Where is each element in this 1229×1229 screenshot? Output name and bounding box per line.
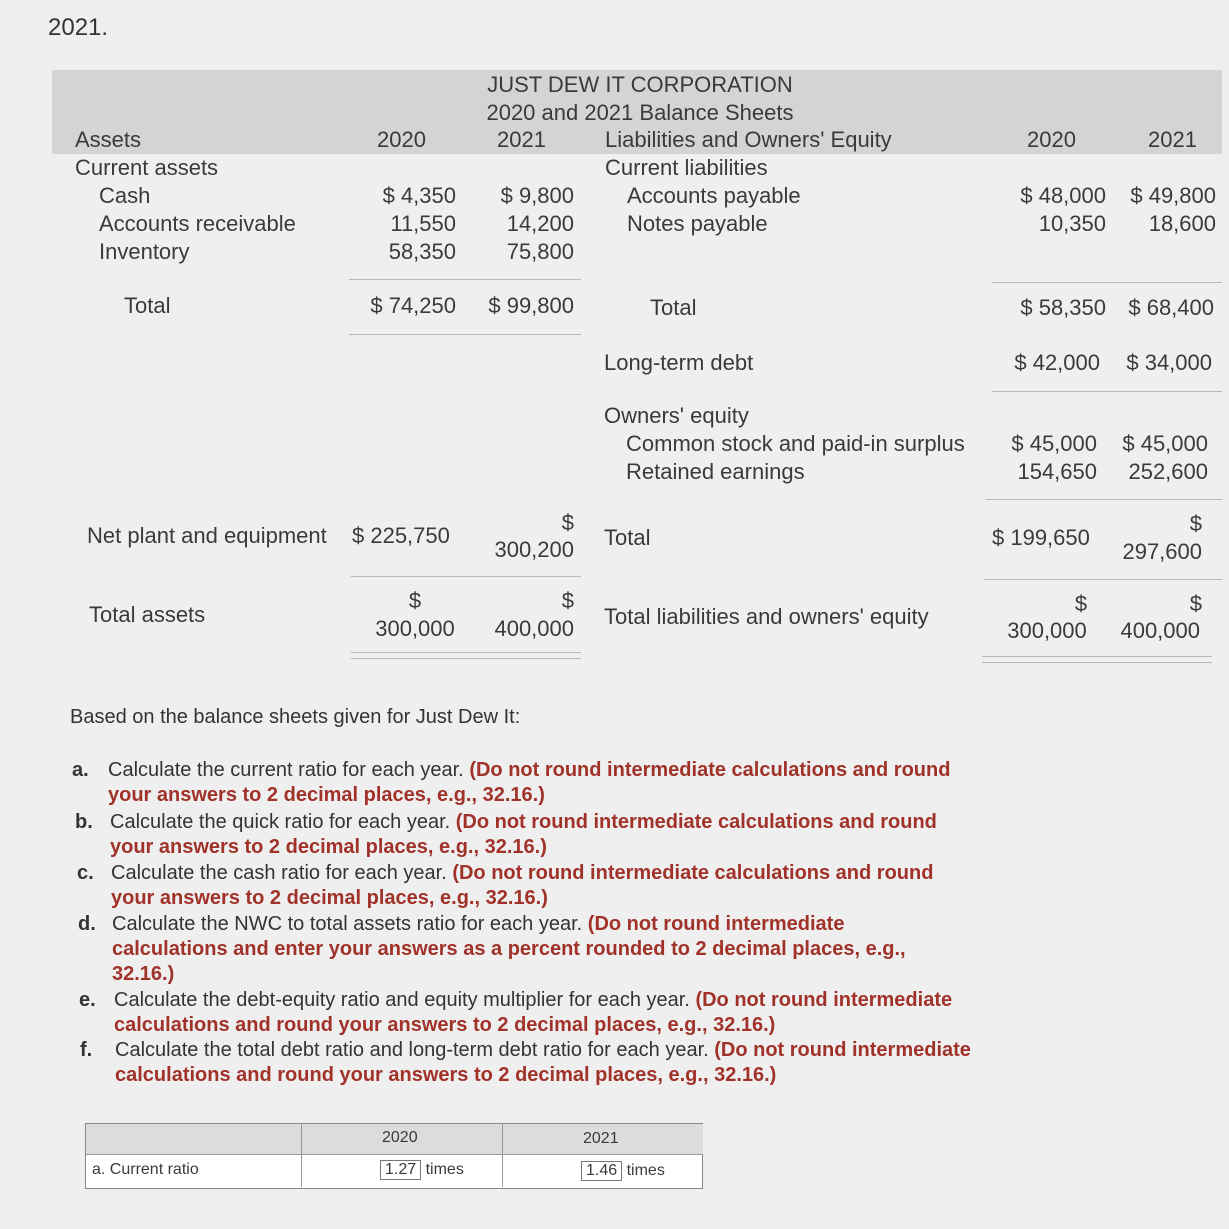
- current-liab-total-2021: $ 68,400: [1128, 295, 1214, 320]
- common-stock-2020: $ 45,000: [1011, 431, 1097, 456]
- cash-2021: $ 9,800: [500, 183, 574, 208]
- total-liab-equity-label: Total liabilities and owners' equity: [604, 604, 929, 629]
- total-assets-2021-sign: $: [561, 588, 574, 613]
- answer-header-2020: [301, 1124, 502, 1155]
- question-item: [75, 810, 985, 860]
- ltd-2020: $ 42,000: [1014, 350, 1100, 375]
- sheet-subtitle: 2020 and 2021 Balance Sheets: [486, 100, 794, 125]
- notes-2021: 18,600: [1148, 211, 1216, 236]
- net-plant-2021-sign: $: [561, 510, 574, 535]
- liab-year-2021: 2021: [1148, 127, 1197, 152]
- current-ratio-2021-input[interactable]: 1.46: [581, 1161, 622, 1181]
- current-assets-label: Current assets: [75, 155, 219, 180]
- net-plant-2020: $ 225,750: [352, 523, 450, 548]
- cash-2020: $ 4,350: [382, 183, 456, 208]
- notes-2020: 10,350: [1038, 211, 1106, 236]
- inventory-label: Inventory: [99, 239, 190, 264]
- double-underline: [351, 652, 581, 659]
- question-text: Calculate the current ratio for each year.: [108, 759, 464, 781]
- answer-header-blank: [86, 1124, 301, 1155]
- ltd-label: Long-term debt: [604, 350, 754, 375]
- current-assets-total-2021: $ 99,800: [488, 293, 574, 318]
- answer-cell-2020: [301, 1155, 502, 1187]
- task-intro: Based on the balance sheets given for Just Dew It:: [70, 706, 521, 728]
- owners-equity-total-2020: $ 199,650: [992, 525, 1090, 550]
- owners-equity-total-label: Total: [604, 525, 651, 550]
- question-text: Calculate the NWC to total assets ratio for each year.: [112, 913, 583, 935]
- assets-year-2020: 2020: [377, 127, 426, 152]
- retained-earnings-2021: 252,600: [1128, 459, 1208, 484]
- divider: [349, 279, 581, 280]
- question-label: c.: [77, 862, 94, 884]
- answer-row-label: a. Current ratio: [92, 1161, 199, 1178]
- divider: [351, 576, 581, 577]
- retained-earnings-2020: 154,650: [1017, 459, 1097, 484]
- common-stock-2021: $ 45,000: [1122, 431, 1208, 456]
- receivables-2020: 11,550: [390, 211, 456, 236]
- current-liab-total-label: Total: [650, 295, 697, 320]
- answer-cell-2021: [502, 1155, 703, 1187]
- answer-year-2020: 2020: [382, 1129, 418, 1146]
- divider: [349, 334, 581, 335]
- question-item: [79, 988, 979, 1038]
- receivables-2021: 14,200: [506, 211, 574, 236]
- assets-header: Assets: [75, 127, 142, 152]
- question-label: b.: [75, 811, 93, 833]
- question-note: (Do not round intermediate calculations and enter your answers as a percent rounded to 2 decimal places, e.g., 32.16.): [112, 913, 906, 985]
- total-liab-equity-2020-sign: $: [1074, 591, 1088, 616]
- company-name: JUST DEW IT CORPORATION: [487, 72, 793, 97]
- common-stock-label: Common stock and paid-in surplus: [626, 431, 965, 456]
- assets-year-2021: 2021: [497, 127, 546, 152]
- notes-label: Notes payable: [627, 211, 768, 236]
- total-assets-2020: 300,000: [375, 616, 455, 641]
- question-label: f.: [80, 1039, 93, 1061]
- net-plant-label: Net plant and equipment: [87, 523, 327, 548]
- unit-label: times: [626, 1162, 665, 1179]
- divider: [984, 579, 1222, 580]
- liabilities-header: Liabilities and Owners' Equity: [605, 127, 892, 152]
- ltd-2021: $ 34,000: [1126, 350, 1212, 375]
- question-note: (Do not round intermediate calculations and round your answers to 2 decimal places, e.g., 32.16.): [115, 1039, 971, 1086]
- current-liab-total-2020: $ 58,350: [1020, 295, 1106, 320]
- owners-equity-total-2021: 297,600: [1122, 539, 1202, 564]
- question-note: (Do not round intermediate calculations and round your answers to 2 decimal places, e.g., 32.16.): [108, 759, 951, 806]
- question-note: (Do not round intermediate calculations and round your answers to 2 decimal places, e.g., 32.16.): [114, 989, 953, 1036]
- answer-year-2021: 2021: [583, 1130, 619, 1147]
- question-text: Calculate the debt-equity ratio and equity multiplier for each year.: [114, 989, 690, 1011]
- current-ratio-2020-input[interactable]: 1.27: [380, 1160, 421, 1180]
- owners-equity-total-2021-sign: $: [1189, 511, 1202, 536]
- divider: [992, 391, 1222, 392]
- question-label: d.: [78, 913, 96, 935]
- current-assets-total-2020: $ 74,250: [370, 293, 456, 318]
- owners-equity-label: Owners' equity: [604, 403, 749, 428]
- total-liab-equity-2021: 400,000: [1120, 618, 1200, 643]
- divider: [992, 282, 1222, 283]
- current-assets-total-label: Total: [124, 293, 171, 318]
- divider: [986, 499, 1222, 500]
- payable-label: Accounts payable: [627, 183, 801, 208]
- net-plant-2021: 300,200: [494, 537, 574, 562]
- question-text: Calculate the total debt ratio and long-term debt ratio for each year.: [115, 1039, 709, 1061]
- question-item: [72, 758, 992, 808]
- total-assets-label: Total assets: [89, 602, 206, 627]
- question-label: a.: [72, 759, 89, 781]
- total-liab-equity-2021-sign: $: [1189, 591, 1202, 616]
- page-top-label: 2021.: [48, 14, 109, 41]
- cash-label: Cash: [99, 183, 151, 208]
- answer-table: [85, 1123, 703, 1189]
- question-item: [80, 1038, 980, 1088]
- inventory-2021: 75,800: [506, 239, 574, 264]
- question-text: Calculate the quick ratio for each year.: [110, 811, 451, 833]
- question-item: [78, 912, 958, 987]
- question-item: [77, 861, 977, 911]
- total-assets-2020-sign: $: [408, 588, 422, 613]
- receivables-label: Accounts receivable: [99, 211, 296, 236]
- answer-header-2021: [502, 1124, 703, 1155]
- unit-label: times: [425, 1161, 464, 1178]
- question-note: (Do not round intermediate calculations and round your answers to 2 decimal places, e.g., 32.16.): [111, 862, 934, 909]
- question-text: Calculate the cash ratio for each year.: [111, 862, 447, 884]
- current-liabilities-label: Current liabilities: [605, 155, 768, 180]
- total-assets-2021: 400,000: [494, 616, 574, 641]
- payable-2020: $ 48,000: [1020, 183, 1106, 208]
- liab-year-2020: 2020: [1027, 127, 1076, 152]
- question-label: e.: [79, 989, 96, 1011]
- payable-2021: $ 49,800: [1130, 183, 1216, 208]
- answer-row-label-cell: [86, 1155, 301, 1187]
- inventory-2020: 58,350: [388, 239, 456, 264]
- question-note: (Do not round intermediate calculations and round your answers to 2 decimal places, e.g., 32.16.): [110, 811, 937, 858]
- total-liab-equity-2020: 300,000: [1007, 618, 1087, 643]
- retained-earnings-label: Retained earnings: [626, 459, 805, 484]
- double-underline: [982, 656, 1212, 663]
